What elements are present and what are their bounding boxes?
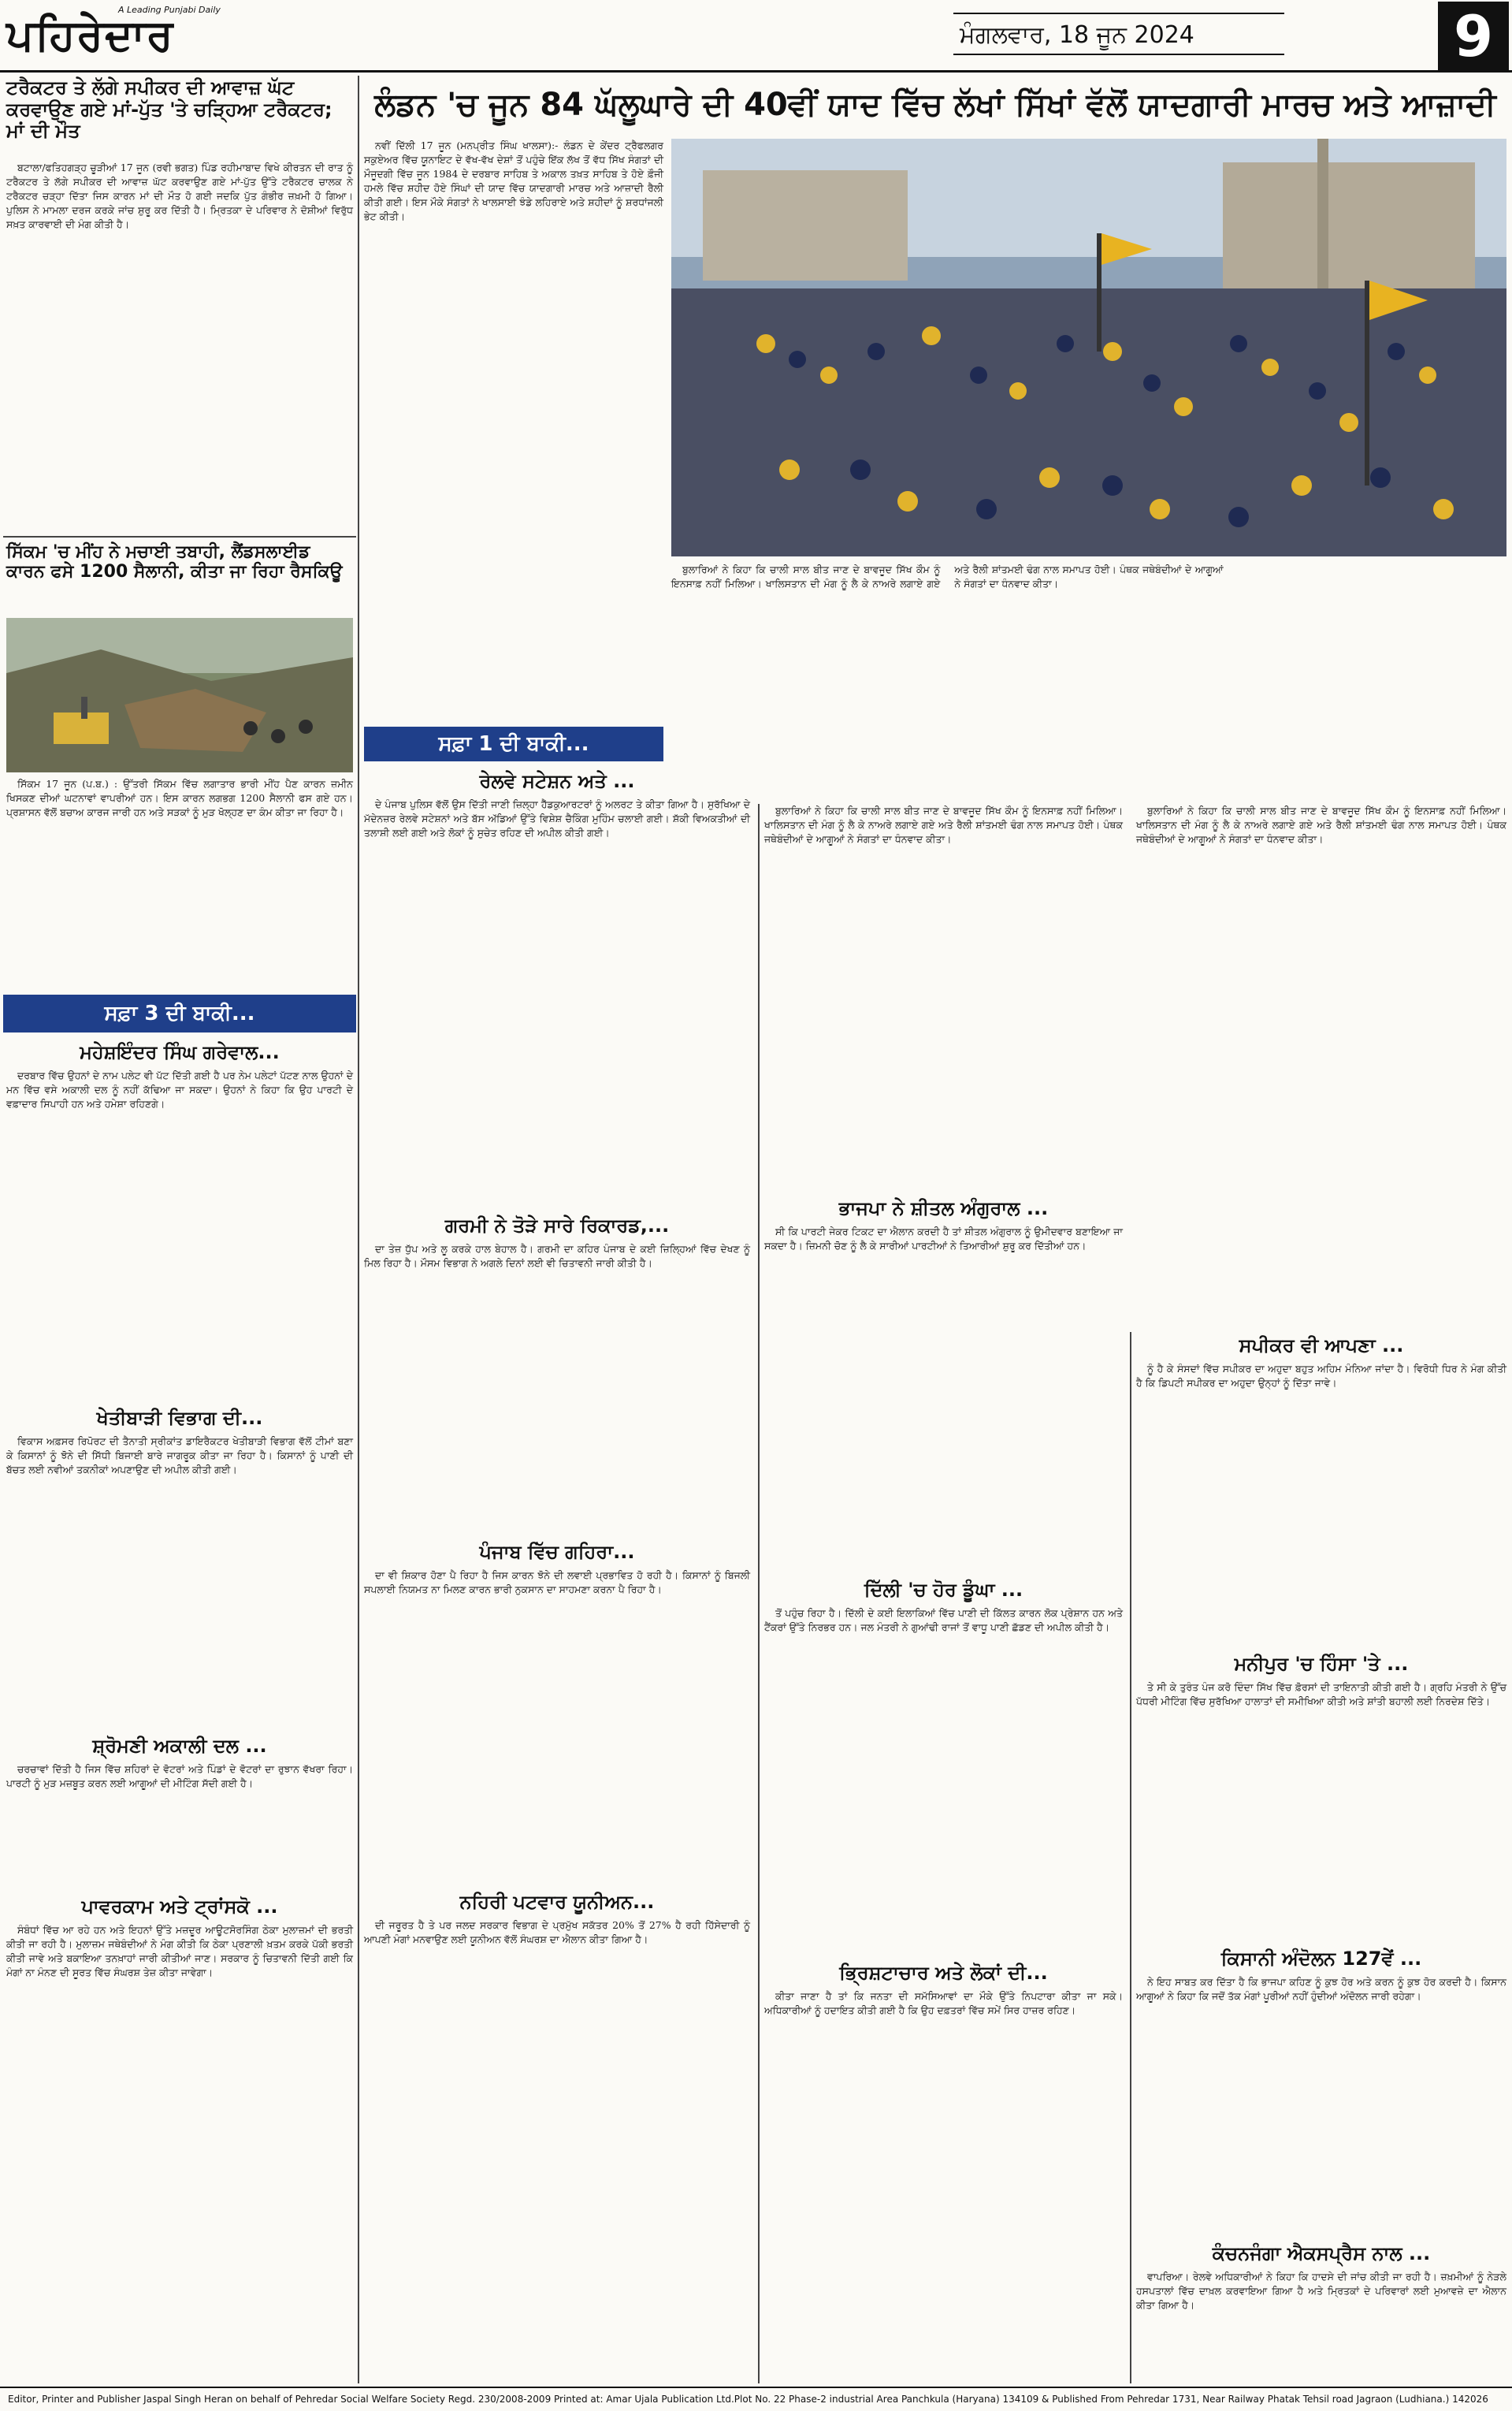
main-story-paragraph-1: ਨਵੀਂ ਦਿੱਲੀ 17 ਜੂਨ (ਮਨਪ੍ਰੀਤ ਸਿੰਘ ਖਾਲਸਾ):- ਲੰਡਨ ਦੇ ਕੇਂਦਰ ਟ੍ਰੈਫਲਗਰ ਸਕੁਏਅਰ ਵਿੱਚ ਯੂਨਾਇਟ ਦੇ ਵੱਖ-ਵੱਖ ਦੇਸ਼ਾਂ ਤੋਂ ਪਹੁੰਚੇ ਇੱਕ ਲੱਖ ਤੋਂ ਵੱਧ ਸਿੱਖ ਸੰਗਤਾਂ ਦੀ ਮੌਜੂਦਗੀ ਵਿੱਚ ਜੂਨ 1984 ਦੇ ਦਰਬਾਰ ਸਾਹਿਬ ਤੇ ਅਕਾਲ ਤਖ਼ਤ ਸਾਹਿਬ ਤੇ ਹੋਏ ਫ਼ੌਜੀ ਹਮਲੇ ਵਿੱਚ ਸ਼ਹੀਦ ਹੋਏ ਸਿੰਘਾਂ ਦੀ ਯਾਦ ਵਿੱਚ ਯਾਦਗਾਰੀ ਮਾਰਚ ਅਤੇ ਆਜ਼ਾਦੀ ਰੈਲੀ ਕੀਤੀ ਗਈ। ਇਸ ਮੌਕੇ ਸੰਗਤਾਂ ਨੇ ਖਾਲਸਾਈ ਝੰਡੇ ਲਹਿਰਾਏ ਅਤੇ ਸ਼ਹੀਦਾਂ ਨੂੰ ਸ਼ਰਧਾਂਜਲੀ ਭੇਟ ਕੀਤੀ।: [364, 140, 663, 222]
continued-from-page-1-band: ਸਫ਼ਾ 1 ਦੀ ਬਾਕੀ...: [364, 727, 663, 761]
mid-section-2-body: [364, 1242, 750, 1534]
mid-section-3-body: [364, 1568, 750, 1884]
right-section-7-heading: ਕੰਚਨਜੰਗਾ ਐਕਸਪ੍ਰੈਸ ਨਾਲ ...: [1212, 2242, 1431, 2264]
section-rule: [3, 536, 356, 538]
right-section-6-body: [1136, 1975, 1506, 2235]
right-section-6-heading: ਕਿਸਾਨੀ ਅੰਦੋਲਨ 127ਵੇਂ ...: [1220, 1948, 1422, 1970]
column-rule: [358, 76, 359, 2383]
mid-section-1-heading: ਰੇਲਵੇ ਸਟੇਸ਼ਨ ਅਤੇ ...: [479, 770, 635, 792]
masthead: [0, 0, 1512, 73]
right-section-2-paragraph: ਤੋਂ ਪਹੁੰਚ ਰਿਹਾ ਹੈ। ਦਿੱਲੀ ਦੇ ਕਈ ਇਲਾਕਿਆਂ ਵਿੱਚ ਪਾਣੀ ਦੀ ਕਿੱਲਤ ਕਾਰਨ ਲੋਕ ਪ੍ਰੇਸ਼ਾਨ ਹਨ ਅਤੇ ਟੈਂਕਰਾਂ ਉੱਤੇ ਨਿਰਭਰ ਹਨ। ਜਲ ਮੰਤਰੀ ਨੇ ਗੁਆਂਢੀ ਰਾਜਾਂ ਤੋਂ ਵਾਧੂ ਪਾਣੀ ਛੱਡਣ ਦੀ ਅਪੀਲ ਕੀਤੀ ਹੈ।: [764, 1607, 1123, 1633]
right-section-6-paragraph: ਨੇ ਇਹ ਸਾਬਤ ਕਰ ਦਿੱਤਾ ਹੈ ਕਿ ਭਾਜਪਾ ਕਹਿਣ ਨੂੰ ਕੁਝ ਹੋਰ ਅਤੇ ਕਰਨ ਨੂੰ ਕੁਝ ਹੋਰ ਕਰਦੀ ਹੈ। ਕਿਸਾਨ ਆਗੂਆਂ ਨੇ ਕਿਹਾ ਕਿ ਜਦੋਂ ਤੱਕ ਮੰਗਾਂ ਪੂਰੀਆਂ ਨਹੀਂ ਹੁੰਦੀਆਂ ਅੰਦੋਲਨ ਜਾਰੀ ਰਹੇਗਾ।: [1136, 1976, 1506, 2002]
right-section-2-heading: ਦਿੱਲੀ 'ਚ ਹੋਰ ਡੂੰਘਾ ...: [864, 1579, 1023, 1601]
left-story-paragraph: ਬਟਾਲਾ/ਫਤਿਹਗੜ੍ਹ ਚੂੜੀਆਂ 17 ਜੂਨ (ਰਵੀ ਭਗਤ) ਪਿੰਡ ਰਹੀਮਾਬਾਦ ਵਿਖੇ ਕੀਰਤਨ ਦੀ ਰਾਤ ਨੂੰ ਟਰੈਕਟਰ ਤੇ ਲੱਗੇ ਸਪੀਕਰ ਦੀ ਆਵਾਜ਼ ਘੱਟ ਕਰਵਾਉਣ ਗਏ ਮਾਂ-ਪੁੱਤ ਉੱਤੇ ਟਰੈਕਟਰ ਚਾਲਕ ਨੇ ਟਰੈਕਟਰ ਚੜ੍ਹਾ ਦਿੱਤਾ ਜਿਸ ਕਾਰਨ ਮਾਂ ਦੀ ਮੌਤ ਹੋ ਗਈ ਜਦਕਿ ਪੁੱਤ ਗੰਭੀਰ ਜ਼ਖ਼ਮੀ ਹੋ ਗਿਆ। ਪੁਲਿਸ ਨੇ ਮਾਮਲਾ ਦਰਜ ਕਰਕੇ ਜਾਂਚ ਸ਼ੁਰੂ ਕਰ ਦਿੱਤੀ ਹੈ। ਮ੍ਰਿਤਕਾ ਦੇ ਪਰਿਵਾਰ ਨੇ ਦੋਸ਼ੀਆਂ ਵਿਰੁੱਧ ਸਖ਼ਤ ਕਾਰਵਾਈ ਦੀ ਮੰਗ ਕੀਤੀ ਹੈ।: [6, 162, 353, 230]
left-section-4-heading: ਪਾਵਰਕਾਮ ਅਤੇ ਟ੍ਰਾਂਸਕੋ ...: [81, 1896, 278, 1918]
newspaper-logo: ਪਹਿਰੇਦਾਰ: [6, 9, 175, 60]
sikkim-story-body: [6, 777, 353, 988]
main-story-paragraph-2: ਬੁਲਾਰਿਆਂ ਨੇ ਕਿਹਾ ਕਿ ਚਾਲੀ ਸਾਲ ਬੀਤ ਜਾਣ ਦੇ ਬਾਵਜੂਦ ਸਿੱਖ ਕੌਮ ਨੂੰ ਇਨਸਾਫ਼ ਨਹੀਂ ਮਿਲਿਆ। ਖਾਲਿਸਤਾਨ ਦੀ ਮੰਗ ਨੂੰ ਲੈ ਕੇ ਨਾਅਰੇ ਲਗਾਏ ਗਏ ਅਤੇ ਰੈਲੀ ਸ਼ਾਂਤਮਈ ਢੰਗ ਨਾਲ ਸਮਾਪਤ ਹੋਈ। ਪੰਥਕ ਜਥੇਬੰਦੀਆਂ ਦੇ ਆਗੂਆਂ ਨੇ ਸੰਗਤਾਂ ਦਾ ਧੰਨਵਾਦ ਕੀਤਾ।: [671, 564, 1224, 590]
issue-date: ਮੰਗਲਵਾਰ, 18 ਜੂਨ 2024: [953, 13, 1284, 55]
right-section-3-body: [764, 1989, 1123, 2380]
left-section-4-body: [6, 1923, 353, 2380]
mid-section-1-body: [364, 798, 750, 1207]
sikkim-landslide-photo: [6, 618, 353, 772]
left-section-3-paragraph: ਚਰਚਾਵਾਂ ਦਿੱਤੀ ਹੈ ਜਿਸ ਵਿੱਚ ਸ਼ਹਿਰਾਂ ਦੇ ਵੋਟਰਾਂ ਅਤੇ ਪਿੰਡਾਂ ਦੇ ਵੋਟਰਾਂ ਦਾ ਰੁਝਾਨ ਵੱਖਰਾ ਰਿਹਾ। ਪਾਰਟੀ ਨੂੰ ਮੁੜ ਮਜ਼ਬੂਤ ਕਰਨ ਲਈ ਆਗੂਆਂ ਦੀ ਮੀਟਿੰਗ ਸੱਦੀ ਗਈ ਹੈ।: [6, 1763, 353, 1789]
right-section-2-body: [764, 1606, 1123, 1955]
right-section-1-body: [764, 1225, 1123, 1572]
mid-section-4-paragraph: ਦੀ ਜਰੂਰਤ ਹੈ ਤੇ ਪਰ ਜਲਦ ਸਰਕਾਰ ਵਿਭਾਗ ਦੇ ਪ੍ਰਮੁੱਖ ਸਕੱਤਰ 20% ਤੋਂ 27% ਹੈ ਰਹੀ ਹਿੱਸੇਦਾਰੀ ਨੂੰ ਆਪਣੀ ਮੰਗਾਂ ਮਨਵਾਉਣ ਲਈ ਯੂਨੀਅਨ ਵੱਲੋਂ ਸੰਘਰਸ਼ ਦਾ ਐਲਾਨ ਕੀਤਾ ਗਿਆ ਹੈ।: [364, 1919, 750, 1945]
right-center-continued-body: [764, 804, 1123, 1190]
mid-section-2-heading: ਗਰਮੀ ਨੇ ਤੋੜੇ ਸਾਰੇ ਰਿਕਾਰਡ,...: [444, 1215, 670, 1237]
far-right-top-body: [1136, 804, 1506, 1324]
logo-tagline: A Leading Punjabi Daily: [118, 5, 221, 15]
right-center-continued-paragraph: ਬੁਲਾਰਿਆਂ ਨੇ ਕਿਹਾ ਕਿ ਚਾਲੀ ਸਾਲ ਬੀਤ ਜਾਣ ਦੇ ਬਾਵਜੂਦ ਸਿੱਖ ਕੌਮ ਨੂੰ ਇਨਸਾਫ਼ ਨਹੀਂ ਮਿਲਿਆ। ਖਾਲਿਸਤਾਨ ਦੀ ਮੰਗ ਨੂੰ ਲੈ ਕੇ ਨਾਅਰੇ ਲਗਾਏ ਗਏ ਅਤੇ ਰੈਲੀ ਸ਼ਾਂਤਮਈ ਢੰਗ ਨਾਲ ਸਮਾਪਤ ਹੋਈ। ਪੰਥਕ ਜਥੇਬੰਦੀਆਂ ਦੇ ਆਗੂਆਂ ਨੇ ਸੰਗਤਾਂ ਦਾ ਧੰਨਵਾਦ ਕੀਤਾ।: [764, 805, 1123, 845]
left-section-1-body: [6, 1069, 353, 1400]
main-story-headline: ਲੰਡਨ 'ਚ ਜੂਨ 84 ਘੱਲੂਘਾਰੇ ਦੀ 40ਵੀਂ ਯਾਦ ਵਿੱਚ ਲੱਖਾਂ ਸਿੱਖਾਂ ਵੱਲੋਂ ਯਾਦਗਾਰੀ ਮਾਰਚ ਅਤੇ ਆਜ਼ਾਦੀ: [374, 87, 1496, 123]
left-story-headline: ਟਰੈਕਟਰ ਤੇ ਲੱਗੇ ਸਪੀਕਰ ਦੀ ਆਵਾਜ਼ ਘੱਟ ਕਰਵਾਉਣ ਗਏ ਮਾਂ-ਪੁੱਤ 'ਤੇ ਚੜ੍ਹਿਆ ਟਰੈਕਟਰ; ਮਾਂ ਦੀ ਮੌਤ: [6, 76, 332, 143]
column-rule: [1130, 1332, 1131, 2383]
column-rule: [758, 804, 760, 2383]
right-section-7-body: [1136, 2270, 1506, 2380]
far-right-top-paragraph: ਬੁਲਾਰਿਆਂ ਨੇ ਕਿਹਾ ਕਿ ਚਾਲੀ ਸਾਲ ਬੀਤ ਜਾਣ ਦੇ ਬਾਵਜੂਦ ਸਿੱਖ ਕੌਮ ਨੂੰ ਇਨਸਾਫ਼ ਨਹੀਂ ਮਿਲਿਆ। ਖਾਲਿਸਤਾਨ ਦੀ ਮੰਗ ਨੂੰ ਲੈ ਕੇ ਨਾਅਰੇ ਲਗਾਏ ਗਏ ਅਤੇ ਰੈਲੀ ਸ਼ਾਂਤਮਈ ਢੰਗ ਨਾਲ ਸਮਾਪਤ ਹੋਈ। ਪੰਥਕ ਜਥੇਬੰਦੀਆਂ ਦੇ ਆਗੂਆਂ ਨੇ ਸੰਗਤਾਂ ਦਾ ਧੰਨਵਾਦ ਕੀਤਾ।: [1136, 805, 1506, 845]
right-section-4-body: [1136, 1362, 1506, 1646]
imprint-footer: Editor, Printer and Publisher Jaspal Singh Heran on behalf of Pehredar Social Welfare Society Regd. 230/2008-2009 Printed at: Amar Ujala Publication Ltd.Plot No. 22 Phase-2 industrial Area Panchkula (Haryana) 134109 & Published From Pehredar 1731, Near Railway Phatak Tehsil road Jagraon (Ludhiana.) 142026: [0, 2387, 1512, 2411]
left-section-2-heading: ਖੇਤੀਬਾੜੀ ਵਿਭਾਗ ਦੀ...: [96, 1407, 263, 1429]
left-section-3-heading: ਸ਼੍ਰੋਮਣੀ ਅਕਾਲੀ ਦਲ ...: [92, 1735, 267, 1757]
right-section-5-paragraph: ਤੇ ਸੀ ਕੇ ਤੁਰੰਤ ਪੰਜ ਕਰੋ ਦਿੰਦਾ ਸਿੱਖ ਵਿੱਚ ਫ਼ੋਰਸਾਂ ਦੀ ਤਾਇਨਾਤੀ ਕੀਤੀ ਗਈ ਹੈ। ਗ੍ਰਹਿ ਮੰਤਰੀ ਨੇ ਉੱਚ ਪੱਧਰੀ ਮੀਟਿੰਗ ਵਿੱਚ ਸੁਰੱਖਿਆ ਹਾਲਾਤਾਂ ਦੀ ਸਮੀਖਿਆ ਕੀਤੀ ਅਤੇ ਸ਼ਾਂਤੀ ਬਹਾਲੀ ਲਈ ਨਿਰਦੇਸ਼ ਦਿੱਤੇ।: [1136, 1681, 1506, 1707]
right-section-1-paragraph: ਸੀ ਕਿ ਪਾਰਟੀ ਜੇਕਰ ਟਿਕਟ ਦਾ ਐਲਾਨ ਕਰਦੀ ਹੈ ਤਾਂ ਸ਼ੀਤਲ ਅੰਗੁਰਾਲ ਨੂੰ ਉਮੀਦਵਾਰ ਬਣਾਇਆ ਜਾ ਸਕਦਾ ਹੈ। ਜ਼ਿਮਨੀ ਚੋਣ ਨੂੰ ਲੈ ਕੇ ਸਾਰੀਆਂ ਪਾਰਟੀਆਂ ਨੇ ਤਿਆਰੀਆਂ ਸ਼ੁਰੂ ਕਰ ਦਿੱਤੀਆਂ ਹਨ।: [764, 1226, 1123, 1252]
right-section-5-heading: ਮਨੀਪੁਰ 'ਚ ਹਿੰਸਾ 'ਤੇ ...: [1234, 1653, 1409, 1675]
right-section-4-paragraph: ਨੂੰ ਹੈ ਕੇ ਸੰਸਦਾਂ ਵਿੱਚ ਸਪੀਕਰ ਦਾ ਅਹੁਦਾ ਬਹੁਤ ਅਹਿਮ ਮੰਨਿਆ ਜਾਂਦਾ ਹੈ। ਵਿਰੋਧੀ ਧਿਰ ਨੇ ਮੰਗ ਕੀਤੀ ਹੈ ਕਿ ਡਿਪਟੀ ਸਪੀਕਰ ਦਾ ਅਹੁਦਾ ਉਨ੍ਹਾਂ ਨੂੰ ਦਿੱਤਾ ਜਾਵੇ।: [1136, 1363, 1506, 1389]
london-rally-photo: [671, 139, 1506, 556]
left-section-1-heading: ਮਹੇਸ਼ਇੰਦਰ ਸਿੰਘ ਗਰੇਵਾਲ...: [80, 1041, 280, 1063]
mid-section-3-paragraph: ਦਾ ਵੀ ਸ਼ਿਕਾਰ ਹੋਣਾ ਪੈ ਰਿਹਾ ਹੈ ਜਿਸ ਕਾਰਨ ਝੋਨੇ ਦੀ ਲਵਾਈ ਪ੍ਰਭਾਵਿਤ ਹੋ ਰਹੀ ਹੈ। ਕਿਸਾਨਾਂ ਨੂੰ ਬਿਜਲੀ ਸਪਲਾਈ ਨਿਯਮਤ ਨਾ ਮਿਲਣ ਕਾਰਨ ਭਾਰੀ ਨੁਕਸਾਨ ਦਾ ਸਾਹਮਣਾ ਕਰਨਾ ਪੈ ਰਿਹਾ ਹੈ।: [364, 1569, 750, 1595]
right-section-1-heading: ਭਾਜਪਾ ਨੇ ਸ਼ੀਤਲ ਅੰਗੁਰਾਲ ...: [838, 1197, 1049, 1219]
continued-from-page-3-band: ਸਫ਼ਾ 3 ਦੀ ਬਾਕੀ...: [3, 995, 356, 1032]
mid-section-4-body: [364, 1918, 750, 2380]
sikkim-story-headline: ਸਿੱਕਮ 'ਚ ਮੀਂਹ ਨੇ ਮਚਾਈ ਤਬਾਹੀ, ਲੈਂਡਸਲਾਈਡ ਕਾਰਨ ਫਸੇ 1200 ਸੈਲਾਨੀ, ਕੀਤਾ ਜਾ ਰਿਹਾ ਰੈਸਕਿਊ: [6, 542, 343, 582]
left-section-2-body: [6, 1434, 353, 1728]
left-section-1-paragraph: ਦਰਬਾਰ ਵਿੱਚ ਉਹਨਾਂ ਦੇ ਨਾਮ ਪਲੇਟ ਵੀ ਪੱਟ ਦਿੱਤੀ ਗਈ ਹੈ ਪਰ ਨੇਮ ਪਲੇਟਾਂ ਪੱਟਣ ਨਾਲ ਉਹਨਾਂ ਦੇ ਮਨ ਵਿੱਚ ਵਸੇ ਅਕਾਲੀ ਦਲ ਨੂੰ ਨਹੀਂ ਕੱਢਿਆ ਜਾ ਸਕਦਾ। ਉਹਨਾਂ ਨੇ ਕਿਹਾ ਕਿ ਉਹ ਪਾਰਟੀ ਦੇ ਵਫ਼ਾਦਾਰ ਸਿਪਾਹੀ ਹਨ ਅਤੇ ਹਮੇਸ਼ਾ ਰਹਿਣਗੇ।: [6, 1070, 353, 1110]
sikkim-story-paragraph: ਸਿੱਕਮ 17 ਜੂਨ (ਪ.ਬ.) : ਉੱਤਰੀ ਸਿੱਕਮ ਵਿੱਚ ਲਗਾਤਾਰ ਭਾਰੀ ਮੀਂਹ ਪੈਣ ਕਾਰਨ ਜ਼ਮੀਨ ਖਿਸਕਣ ਦੀਆਂ ਘਟਨਾਵਾਂ ਵਾਪਰੀਆਂ ਹਨ। ਇਸ ਕਾਰਨ ਲਗਭਗ 1200 ਸੈਲਾਨੀ ਫਸ ਗਏ ਹਨ। ਪ੍ਰਸ਼ਾਸਨ ਵੱਲੋਂ ਬਚਾਅ ਕਾਰਜ ਜਾਰੀ ਹਨ ਅਤੇ ਸੜਕਾਂ ਨੂੰ ਮੁੜ ਖੋਲ੍ਹਣ ਦਾ ਕੰਮ ਕੀਤਾ ਜਾ ਰਿਹਾ ਹੈ।: [6, 778, 353, 818]
page-number: 9: [1438, 2, 1509, 71]
main-story-body-col-1: [364, 139, 663, 722]
right-section-7-paragraph: ਵਾਪਰਿਆ। ਰੇਲਵੇ ਅਧਿਕਾਰੀਆਂ ਨੇ ਕਿਹਾ ਕਿ ਹਾਦਸੇ ਦੀ ਜਾਂਚ ਕੀਤੀ ਜਾ ਰਹੀ ਹੈ। ਜ਼ਖ਼ਮੀਆਂ ਨੂੰ ਨੇੜਲੇ ਹਸਪਤਾਲਾਂ ਵਿੱਚ ਦਾਖ਼ਲ ਕਰਵਾਇਆ ਗਿਆ ਹੈ ਅਤੇ ਮ੍ਰਿਤਕਾਂ ਦੇ ਪਰਿਵਾਰਾਂ ਲਈ ਮੁਆਵਜ਼ੇ ਦਾ ਐਲਾਨ ਕੀਤਾ ਗਿਆ ਹੈ।: [1136, 2271, 1506, 2311]
main-story-body-col-2: [671, 563, 1506, 796]
mid-section-4-heading: ਨਹਿਰੀ ਪਟਵਾਰ ਯੂਨੀਅਨ...: [459, 1891, 655, 1913]
mid-section-2-paragraph: ਦਾ ਤੇਜ਼ ਧੁੱਪ ਅਤੇ ਲੂ ਕਰਕੇ ਹਾਲ ਬੇਹਾਲ ਹੈ। ਗਰਮੀ ਦਾ ਕਹਿਰ ਪੰਜਾਬ ਦੇ ਕਈ ਜ਼ਿਲ੍ਹਿਆਂ ਵਿੱਚ ਦੇਖਣ ਨੂੰ ਮਿਲ ਰਿਹਾ ਹੈ। ਮੌਸਮ ਵਿਭਾਗ ਨੇ ਅਗਲੇ ਦਿਨਾਂ ਲਈ ਵੀ ਚਿਤਾਵਨੀ ਜਾਰੀ ਕੀਤੀ ਹੈ।: [364, 1243, 750, 1269]
right-section-3-paragraph: ਕੀਤਾ ਜਾਣਾ ਹੈ ਤਾਂ ਕਿ ਜਨਤਾ ਦੀ ਸਮੱਸਿਆਵਾਂ ਦਾ ਮੌਕੇ ਉੱਤੇ ਨਿਪਟਾਰਾ ਕੀਤਾ ਜਾ ਸਕੇ। ਅਧਿਕਾਰੀਆਂ ਨੂੰ ਹਦਾਇਤ ਕੀਤੀ ਗਈ ਹੈ ਕਿ ਉਹ ਦਫ਼ਤਰਾਂ ਵਿੱਚ ਸਮੇਂ ਸਿਰ ਹਾਜ਼ਰ ਰਹਿਣ।: [764, 1990, 1123, 2016]
left-section-2-paragraph: ਵਿਕਾਸ ਅਫ਼ਸਰ ਰਿਪੋਰਟ ਦੀ ਤੈਨਾਤੀ ਸ੍ਰੀਕਾਂਤ ਡਾਇਰੈਕਟਰ ਖੇਤੀਬਾੜੀ ਵਿਭਾਗ ਵੱਲੋਂ ਟੀਮਾਂ ਬਣਾ ਕੇ ਕਿਸਾਨਾਂ ਨੂੰ ਝੋਨੇ ਦੀ ਸਿੱਧੀ ਬਿਜਾਈ ਬਾਰੇ ਜਾਗਰੂਕ ਕੀਤਾ ਜਾ ਰਿਹਾ ਹੈ। ਕਿਸਾਨਾਂ ਨੂੰ ਪਾਣੀ ਦੀ ਬੱਚਤ ਲਈ ਨਵੀਆਂ ਤਕਨੀਕਾਂ ਅਪਣਾਉਣ ਦੀ ਅਪੀਲ ਕੀਤੀ ਗਈ।: [6, 1435, 353, 1475]
mid-section-3-heading: ਪੰਜਾਬ ਵਿੱਚ ਗਹਿਰਾ...: [479, 1541, 635, 1563]
left-story-body: [6, 161, 353, 531]
right-section-4-heading: ਸਪੀਕਰ ਵੀ ਆਪਣਾ ...: [1239, 1334, 1404, 1356]
left-section-3-body: [6, 1762, 353, 1888]
mid-section-1-paragraph: ਦੇ ਪੰਜਾਬ ਪੁਲਿਸ ਵੱਲੋਂ ਉਸ ਦਿੱਤੀ ਜਾਣੀ ਜ਼ਿਲ੍ਹਾ ਹੈੱਡਕੁਆਰਟਰਾਂ ਨੂੰ ਅਲਰਟ ਤੇ ਕੀਤਾ ਗਿਆ ਹੈ। ਸੁਰੱਖਿਆ ਦੇ ਮੱਦੇਨਜ਼ਰ ਰੇਲਵੇ ਸਟੇਸ਼ਨਾਂ ਅਤੇ ਬੱਸ ਅੱਡਿਆਂ ਉੱਤੇ ਵਿਸ਼ੇਸ਼ ਚੈਕਿੰਗ ਮੁਹਿੰਮ ਚਲਾਈ ਗਈ। ਸ਼ੱਕੀ ਵਿਅਕਤੀਆਂ ਦੀ ਤਲਾਸ਼ੀ ਲਈ ਗਈ ਅਤੇ ਲੋਕਾਂ ਨੂੰ ਸੁਚੇਤ ਰਹਿਣ ਦੀ ਅਪੀਲ ਕੀਤੀ ਗਈ।: [364, 798, 750, 839]
left-section-4-paragraph: ਸੰਬੰਧਾਂ ਵਿੱਚ ਆ ਰਹੇ ਹਨ ਅਤੇ ਇਹਨਾਂ ਉੱਤੇ ਮਜ਼ਦੂਰ ਆਊਟਸੋਰਸਿੰਗ ਠੇਕਾ ਮੁਲਾਜ਼ਮਾਂ ਦੀ ਭਰਤੀ ਕੀਤੀ ਜਾ ਰਹੀ ਹੈ। ਮੁਲਾਜ਼ਮ ਜਥੇਬੰਦੀਆਂ ਨੇ ਮੰਗ ਕੀਤੀ ਕਿ ਠੇਕਾ ਪ੍ਰਣਾਲੀ ਖ਼ਤਮ ਕਰਕੇ ਪੱਕੀ ਭਰਤੀ ਕੀਤੀ ਜਾਵੇ ਅਤੇ ਬਕਾਇਆ ਤਨਖ਼ਾਹਾਂ ਜਾਰੀ ਕੀਤੀਆਂ ਜਾਣ। ਸਰਕਾਰ ਨੂੰ ਚਿਤਾਵਨੀ ਦਿੱਤੀ ਗਈ ਕਿ ਮੰਗਾਂ ਨਾ ਮੰਨਣ ਦੀ ਸੂਰਤ ਵਿੱਚ ਸੰਘਰਸ਼ ਤੇਜ਼ ਕੀਤਾ ਜਾਵੇਗਾ।: [6, 1924, 353, 1978]
right-section-3-heading: ਭ੍ਰਿਸ਼ਟਾਚਾਰ ਅਤੇ ਲੋਕਾਂ ਦੀ...: [839, 1962, 1048, 1984]
right-section-5-body: [1136, 1680, 1506, 1940]
